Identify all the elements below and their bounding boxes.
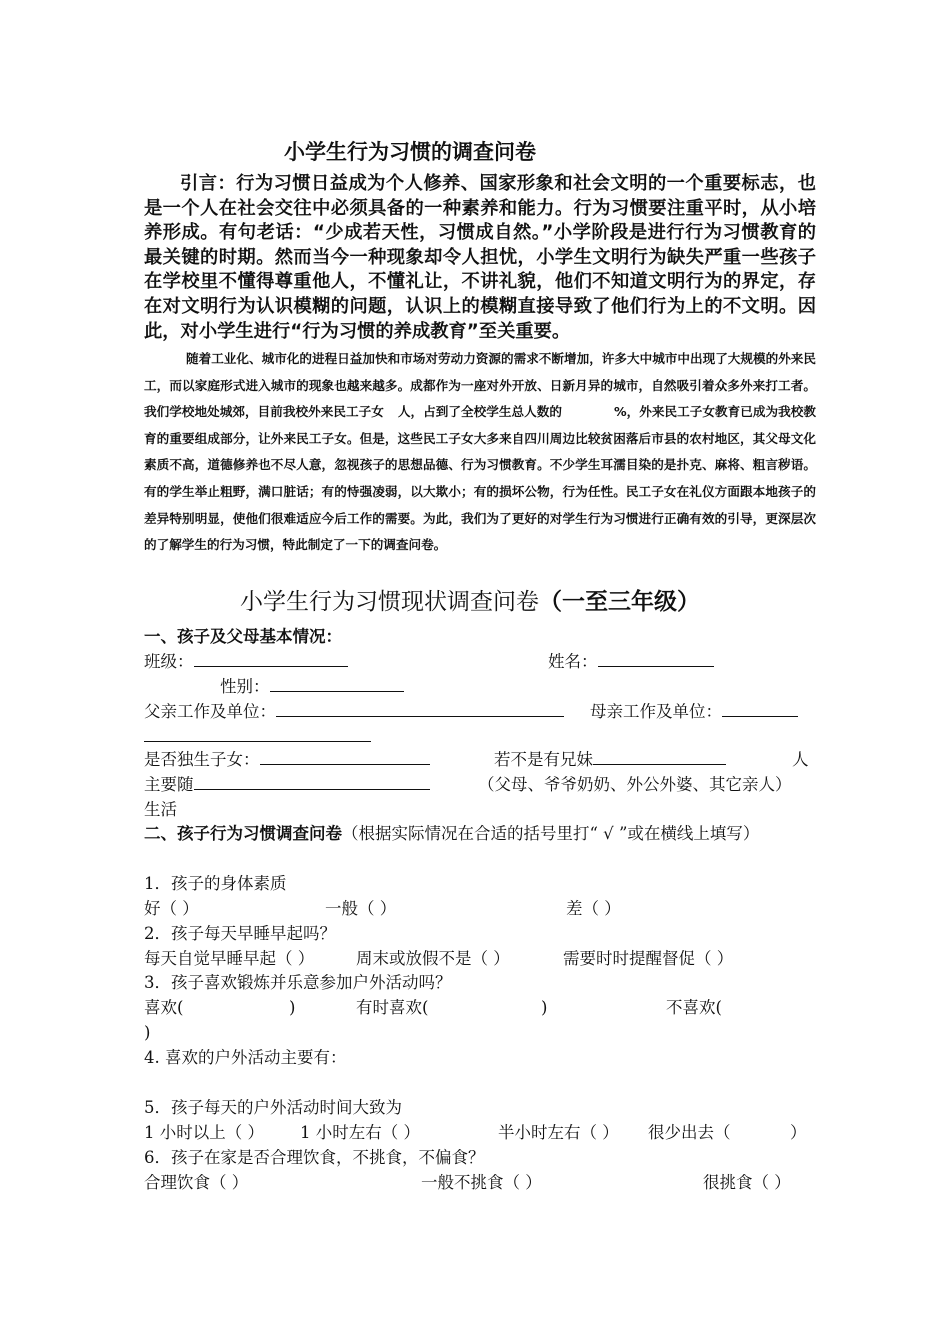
live-with-options: （父母、爷爷奶奶、外公外婆、其它亲人）: [478, 775, 792, 794]
live-with-input[interactable]: [194, 773, 430, 790]
document-title: 小学生行为习惯的调查问卷: [284, 140, 536, 164]
background-text-2: 人，占到了全校学生总人数的: [397, 404, 563, 420]
q3-option-sometimes-open[interactable]: 有时喜欢(: [356, 998, 429, 1017]
q1-option-poor[interactable]: 差（ ）: [566, 899, 621, 918]
q2-option-weekend[interactable]: 周末或放假不是（ ）: [356, 949, 510, 968]
q5-option-about-hour[interactable]: 1 小时左右（ ）: [300, 1123, 420, 1142]
q2-option-daily[interactable]: 每天自觉早睡早起（ ）: [144, 949, 315, 968]
siblings-unit: 人: [792, 750, 809, 769]
q3-option-sometimes-close[interactable]: ): [541, 998, 548, 1017]
q3-option-like-open[interactable]: 喜欢(: [144, 998, 184, 1017]
q3-text: 3．孩子喜欢锻炼并乐意参加户外活动吗？: [144, 973, 452, 992]
q1-option-good[interactable]: 好（ ）: [144, 899, 199, 918]
q5-option-over-hour[interactable]: 1 小时以上（ ）: [144, 1123, 264, 1142]
background-text-1: 随着工业化、城市化的进程日益加快和市场对劳动力资源的需求不断增加，许多大中城市中出现了大规模的外来民工，而以家庭形式进入城市的现象也越来越多。成都作为一座对外开放、日新月异的城市，自然吸引着众多外来打工者。我们学校地处城郊，目前我校外来民工子女: [144, 351, 816, 420]
live-with-field: [144, 773, 430, 797]
gender-field: [220, 675, 404, 699]
q5-option-rarely-open[interactable]: 很少出去（: [648, 1123, 731, 1142]
siblings-label: 若不是有兄妹: [494, 750, 593, 769]
q6-option-not-picky[interactable]: 一般不挑食（ ）: [421, 1173, 542, 1192]
section2-note: （根据实际情况在合适的括号里打“ √ ”或在横线上填写）: [342, 824, 760, 843]
q5-option-rarely-close[interactable]: ）: [790, 1123, 807, 1142]
live-label: 生活: [144, 800, 177, 819]
q3-option-dislike-open[interactable]: 不喜欢(: [666, 998, 722, 1017]
questionnaire-title-grade: （一至三年级）: [539, 589, 700, 615]
father-input[interactable]: [276, 700, 564, 717]
q6-option-reasonable[interactable]: 合理饮食（ ）: [144, 1173, 249, 1192]
section1-heading: 一、孩子及父母基本情况：: [144, 627, 342, 646]
intro-paragraph: 引言：行为习惯日益成为个人修养、国家形象和社会文明的一个重要标志，也是一个人在社会交往中必须具备的一种素养和能力。行为习惯要注重平时，从小培养形成。有句老话：“少成若天性，习惯成自然。”小学阶段是进行行为习惯教育的最关键的时期。然而当今一种现象却令人担忧，小学生文明行为缺失严重一些孩子在学校里不懂得尊重他人，不懂礼让，不讲礼貌，他们不知道文明行为的界定，存在对文明行为认识模糊的问题，认识上的模糊直接导致了他们行为上的不文明。因此，对小学生进行“行为习惯的养成教育”至关重要。: [144, 173, 816, 342]
section2-title: 二、孩子行为习惯调查问卷: [144, 824, 342, 843]
mother-input-continued[interactable]: [144, 725, 371, 742]
q2-text: 2．孩子每天早睡早起吗？: [144, 924, 336, 943]
only-child-label: 是否独生子女：: [144, 750, 260, 769]
class-field: [144, 650, 348, 674]
name-field: [548, 650, 714, 674]
q2-option-reminder[interactable]: 需要时时提醒督促（ ）: [563, 949, 734, 968]
q4-text: 4. 喜欢的户外活动主要有：: [144, 1048, 347, 1067]
q6-option-picky[interactable]: 很挑食（ ）: [703, 1173, 791, 1192]
name-input[interactable]: [598, 650, 714, 667]
gender-input[interactable]: [270, 675, 404, 692]
q1-option-average[interactable]: 一般（ ）: [325, 899, 397, 918]
background-text-3: %，外来民工子女教育已成为我校教育的重要组成部分，让外来民工子女。但是，这些民工子女大多来自四川周边比较贫困落后市县的农村地区，其父母文化素质不高，道德修养也不尽人意，忽视孩子的思想品德、行为习惯教育。不少学生耳濡目染的是扑克、麻将、粗言秽语。有的学生举止粗野，满口脏话；有的恃强凌弱，以大欺小；有的损坏公物，行为任性。民工子女在礼仪方面跟本地孩子的差异特别明显，使他们很难适应今后工作的需要。为此，我们为了更好的对学生行为习惯进行正确有效的引导，更深层次的了解学生的行为习惯，特此制定了一下的调查问卷。: [144, 404, 817, 553]
section2-heading: [144, 822, 816, 846]
mother-label: 母亲工作及单位：: [590, 702, 722, 721]
class-label: 班级：: [144, 652, 194, 671]
background-paragraph: [144, 346, 816, 559]
name-label: 姓名：: [548, 652, 598, 671]
q6-text: 6．孩子在家是否合理饮食，不挑食，不偏食？: [144, 1148, 485, 1167]
mother-field: [590, 700, 798, 724]
gender-label: 性别：: [220, 677, 270, 696]
live-with-label: 主要随: [144, 775, 194, 794]
only-child-field: [144, 748, 430, 772]
father-field: [144, 700, 564, 724]
questionnaire-title-main: 小学生行为习惯现状调查问卷: [240, 589, 539, 615]
siblings-field: [494, 748, 726, 772]
q1-text: 1．孩子的身体素质: [144, 874, 287, 893]
q5-option-half-hour[interactable]: 半小时左右（ ）: [498, 1123, 619, 1142]
only-child-input[interactable]: [260, 748, 430, 765]
class-input[interactable]: [194, 650, 348, 667]
questionnaire-title: [0, 583, 940, 616]
q3-option-like-close[interactable]: ): [289, 998, 296, 1017]
father-label: 父亲工作及单位：: [144, 702, 276, 721]
q5-text: 5．孩子每天的户外活动时间大致为: [144, 1098, 402, 1117]
siblings-input[interactable]: [593, 748, 726, 765]
q3-option-dislike-close[interactable]: ): [144, 1023, 151, 1042]
mother-input[interactable]: [722, 700, 798, 717]
